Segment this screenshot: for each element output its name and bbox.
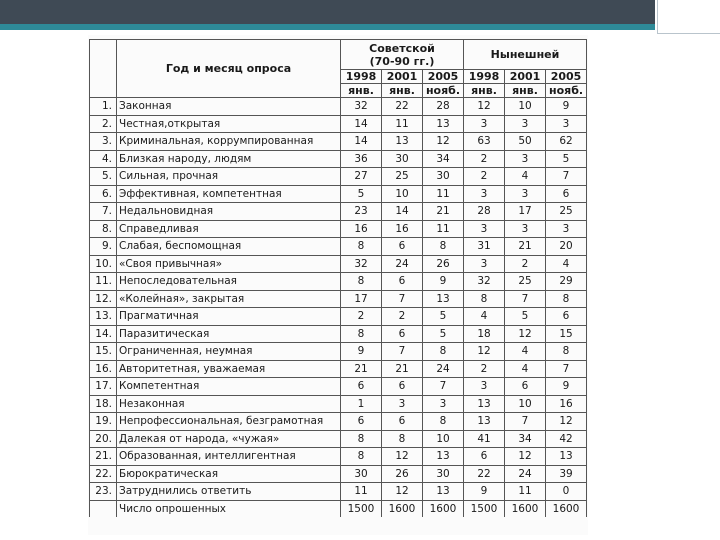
row-value: 3 [546, 115, 587, 133]
row-value: 9 [464, 483, 505, 501]
table-row [90, 308, 587, 326]
row-value: 28 [464, 203, 505, 221]
row-value: 4 [505, 168, 546, 186]
row-number: 1. [90, 98, 117, 116]
row-value: 8 [423, 343, 464, 361]
row-value: 8 [546, 290, 587, 308]
row-value: 4 [464, 308, 505, 326]
table-row [90, 378, 587, 396]
row-value: 8 [341, 325, 382, 343]
row-label: Честная,открытая [117, 115, 341, 133]
row-value: 2 [464, 168, 505, 186]
row-value: 30 [423, 465, 464, 483]
table-row [90, 238, 587, 256]
row-value: 8 [382, 430, 423, 448]
table-row [90, 448, 587, 466]
row-label: Прагматичная [117, 308, 341, 326]
column-year: 2005 [546, 70, 587, 84]
row-value: 13 [423, 483, 464, 501]
row-value: 6 [382, 273, 423, 291]
row-value: 2 [464, 150, 505, 168]
column-year: 2005 [423, 70, 464, 84]
row-value: 7 [505, 413, 546, 431]
column-month: нояб. [546, 84, 587, 98]
slide-header-accent [0, 24, 720, 30]
row-value: 2 [505, 255, 546, 273]
row-number: 22. [90, 465, 117, 483]
total-value: 1600 [546, 500, 587, 517]
row-value: 5 [546, 150, 587, 168]
column-year: 1998 [464, 70, 505, 84]
row-value: 24 [382, 255, 423, 273]
table-row [90, 168, 587, 186]
row-value: 13 [423, 290, 464, 308]
row-value: 30 [341, 465, 382, 483]
row-value: 7 [546, 168, 587, 186]
row-value: 16 [341, 220, 382, 238]
row-value: 12 [505, 448, 546, 466]
column-month: нояб. [423, 84, 464, 98]
row-value: 6 [464, 448, 505, 466]
row-value: 7 [546, 360, 587, 378]
row-value: 13 [546, 448, 587, 466]
row-value: 8 [341, 273, 382, 291]
row-number: 7. [90, 203, 117, 221]
row-value: 3 [464, 185, 505, 203]
row-value: 5 [423, 308, 464, 326]
row-value: 26 [423, 255, 464, 273]
row-value: 34 [423, 150, 464, 168]
row-number: 20. [90, 430, 117, 448]
row-value: 4 [505, 360, 546, 378]
table-row [90, 150, 587, 168]
table-row [90, 133, 587, 151]
row-value: 9 [546, 378, 587, 396]
row-label: Далекая от народа, «чужая» [117, 430, 341, 448]
row-value: 3 [464, 255, 505, 273]
row-value: 8 [341, 238, 382, 256]
row-value: 18 [464, 325, 505, 343]
row-value: 21 [423, 203, 464, 221]
row-label: «Колейная», закрытая [117, 290, 341, 308]
row-value: 25 [505, 273, 546, 291]
row-number: 15. [90, 343, 117, 361]
row-value: 3 [505, 115, 546, 133]
row-value: 9 [423, 273, 464, 291]
row-value: 5 [423, 325, 464, 343]
row-value: 26 [382, 465, 423, 483]
row-value: 5 [341, 185, 382, 203]
row-value: 22 [464, 465, 505, 483]
table-row [90, 98, 587, 116]
table-row [90, 483, 587, 501]
row-value: 24 [423, 360, 464, 378]
row-value: 15 [546, 325, 587, 343]
table-row [90, 115, 587, 133]
row-value: 42 [546, 430, 587, 448]
row-value: 27 [341, 168, 382, 186]
row-value: 6 [546, 185, 587, 203]
row-number: 9. [90, 238, 117, 256]
row-value: 6 [382, 413, 423, 431]
row-value: 23 [341, 203, 382, 221]
total-value: 1600 [382, 500, 423, 517]
row-value: 5 [505, 308, 546, 326]
row-value: 20 [546, 238, 587, 256]
row-value: 6 [341, 378, 382, 396]
row-value: 32 [464, 273, 505, 291]
row-value: 3 [423, 395, 464, 413]
row-number: 19. [90, 413, 117, 431]
row-number: 16. [90, 360, 117, 378]
row-value: 10 [423, 430, 464, 448]
row-value: 63 [464, 133, 505, 151]
row-value: 11 [423, 185, 464, 203]
row-value: 6 [505, 378, 546, 396]
row-value: 50 [505, 133, 546, 151]
row-value: 8 [464, 290, 505, 308]
row-value: 24 [505, 465, 546, 483]
row-value: 34 [505, 430, 546, 448]
row-value: 6 [382, 378, 423, 396]
row-value: 13 [423, 448, 464, 466]
row-value: 1 [341, 395, 382, 413]
row-value: 2 [341, 308, 382, 326]
row-value: 4 [505, 343, 546, 361]
row-value: 16 [382, 220, 423, 238]
row-value: 9 [341, 343, 382, 361]
row-value: 11 [382, 115, 423, 133]
row-number: 17. [90, 378, 117, 396]
row-value: 13 [464, 395, 505, 413]
row-value: 7 [382, 343, 423, 361]
row-value: 3 [505, 185, 546, 203]
row-value: 11 [505, 483, 546, 501]
row-value: 3 [464, 115, 505, 133]
column-month: янв. [505, 84, 546, 98]
row-value: 12 [464, 343, 505, 361]
total-value: 1600 [423, 500, 464, 517]
header-question: Год и месяц опроса [117, 40, 341, 98]
row-label: Паразитическая [117, 325, 341, 343]
row-label: Непоследовательная [117, 273, 341, 291]
header-num-cell [90, 40, 117, 98]
row-value: 13 [423, 115, 464, 133]
row-value: 8 [546, 343, 587, 361]
row-label: Непрофессиональная, безграмотная [117, 413, 341, 431]
table-row [90, 413, 587, 431]
row-label: Образованная, интеллигентная [117, 448, 341, 466]
table-row [90, 185, 587, 203]
row-value: 21 [382, 360, 423, 378]
corner-frame-line [657, 33, 720, 34]
row-number: 12. [90, 290, 117, 308]
row-value: 21 [341, 360, 382, 378]
row-value: 6 [341, 413, 382, 431]
row-value: 3 [464, 220, 505, 238]
row-value: 21 [505, 238, 546, 256]
row-label: «Своя привычная» [117, 255, 341, 273]
row-value: 30 [382, 150, 423, 168]
row-label: Ограниченная, неумная [117, 343, 341, 361]
total-value: 1600 [505, 500, 546, 517]
row-value: 12 [464, 98, 505, 116]
row-label: Близкая народу, людям [117, 150, 341, 168]
row-label: Бюрократическая [117, 465, 341, 483]
row-value: 4 [546, 255, 587, 273]
row-label: Криминальная, коррумпированная [117, 133, 341, 151]
row-number: 14. [90, 325, 117, 343]
corner-frame-line [657, 0, 658, 33]
row-value: 3 [505, 150, 546, 168]
row-value: 13 [464, 413, 505, 431]
row-label: Справедливая [117, 220, 341, 238]
row-value: 7 [423, 378, 464, 396]
row-value: 10 [505, 395, 546, 413]
total-row [90, 500, 587, 517]
row-number: 6. [90, 185, 117, 203]
row-value: 8 [341, 430, 382, 448]
row-value: 3 [546, 220, 587, 238]
row-value: 3 [382, 395, 423, 413]
row-value: 9 [546, 98, 587, 116]
total-label: Число опрошенных [117, 500, 341, 517]
row-value: 16 [546, 395, 587, 413]
row-value: 12 [382, 448, 423, 466]
row-value: 6 [382, 238, 423, 256]
row-value: 29 [546, 273, 587, 291]
row-number: 3. [90, 133, 117, 151]
row-label: Эффективная, компетентная [117, 185, 341, 203]
table-row [90, 325, 587, 343]
row-value: 22 [382, 98, 423, 116]
row-value: 3 [505, 220, 546, 238]
row-value: 6 [546, 308, 587, 326]
row-label: Незаконная [117, 395, 341, 413]
row-value: 3 [464, 378, 505, 396]
table-row [90, 360, 587, 378]
row-value: 17 [341, 290, 382, 308]
row-label: Компетентная [117, 378, 341, 396]
table-row [90, 465, 587, 483]
row-number: 21. [90, 448, 117, 466]
row-value: 7 [382, 290, 423, 308]
row-number: 5. [90, 168, 117, 186]
row-value: 8 [341, 448, 382, 466]
table-row [90, 430, 587, 448]
row-number: 13. [90, 308, 117, 326]
row-value: 2 [464, 360, 505, 378]
table-row [90, 255, 587, 273]
row-value: 10 [505, 98, 546, 116]
slide-header-corner [655, 0, 720, 30]
row-value: 32 [341, 255, 382, 273]
row-value: 7 [505, 290, 546, 308]
row-value: 41 [464, 430, 505, 448]
column-year: 2001 [382, 70, 423, 84]
row-label: Авторитетная, уважаемая [117, 360, 341, 378]
row-value: 6 [382, 325, 423, 343]
row-value: 12 [546, 413, 587, 431]
row-value: 32 [341, 98, 382, 116]
table-row [90, 290, 587, 308]
row-value: 10 [382, 185, 423, 203]
row-value: 0 [546, 483, 587, 501]
row-value: 62 [546, 133, 587, 151]
row-value: 13 [382, 133, 423, 151]
row-value: 8 [423, 238, 464, 256]
column-month: янв. [464, 84, 505, 98]
row-value: 8 [423, 413, 464, 431]
column-year: 1998 [341, 70, 382, 84]
table-row [90, 220, 587, 238]
row-label: Сильная, прочная [117, 168, 341, 186]
row-label: Слабая, беспомощная [117, 238, 341, 256]
survey-table [89, 39, 587, 517]
row-value: 14 [341, 115, 382, 133]
row-number: 2. [90, 115, 117, 133]
row-label: Затруднились ответить [117, 483, 341, 501]
row-value: 17 [505, 203, 546, 221]
row-number: 8. [90, 220, 117, 238]
row-value: 39 [546, 465, 587, 483]
header-current-group: Нынешней [464, 40, 587, 70]
column-year: 2001 [505, 70, 546, 84]
total-num-cell [90, 500, 117, 517]
row-value: 12 [505, 325, 546, 343]
row-number: 10. [90, 255, 117, 273]
row-number: 18. [90, 395, 117, 413]
total-value: 1500 [341, 500, 382, 517]
table-row [90, 395, 587, 413]
row-value: 14 [382, 203, 423, 221]
row-value: 30 [423, 168, 464, 186]
table-row [90, 273, 587, 291]
row-value: 31 [464, 238, 505, 256]
row-value: 11 [341, 483, 382, 501]
row-label: Недальновидная [117, 203, 341, 221]
row-value: 25 [546, 203, 587, 221]
row-label: Законная [117, 98, 341, 116]
row-value: 25 [382, 168, 423, 186]
row-number: 11. [90, 273, 117, 291]
row-value: 12 [423, 133, 464, 151]
row-value: 2 [382, 308, 423, 326]
total-value: 1500 [464, 500, 505, 517]
table-row [90, 343, 587, 361]
header-soviet-group: Советской (70-90 гг.) [341, 40, 464, 70]
row-value: 12 [382, 483, 423, 501]
table-row [90, 203, 587, 221]
row-value: 11 [423, 220, 464, 238]
row-number: 4. [90, 150, 117, 168]
row-value: 36 [341, 150, 382, 168]
row-number: 23. [90, 483, 117, 501]
column-month: янв. [341, 84, 382, 98]
row-value: 14 [341, 133, 382, 151]
row-value: 28 [423, 98, 464, 116]
column-month: янв. [382, 84, 423, 98]
